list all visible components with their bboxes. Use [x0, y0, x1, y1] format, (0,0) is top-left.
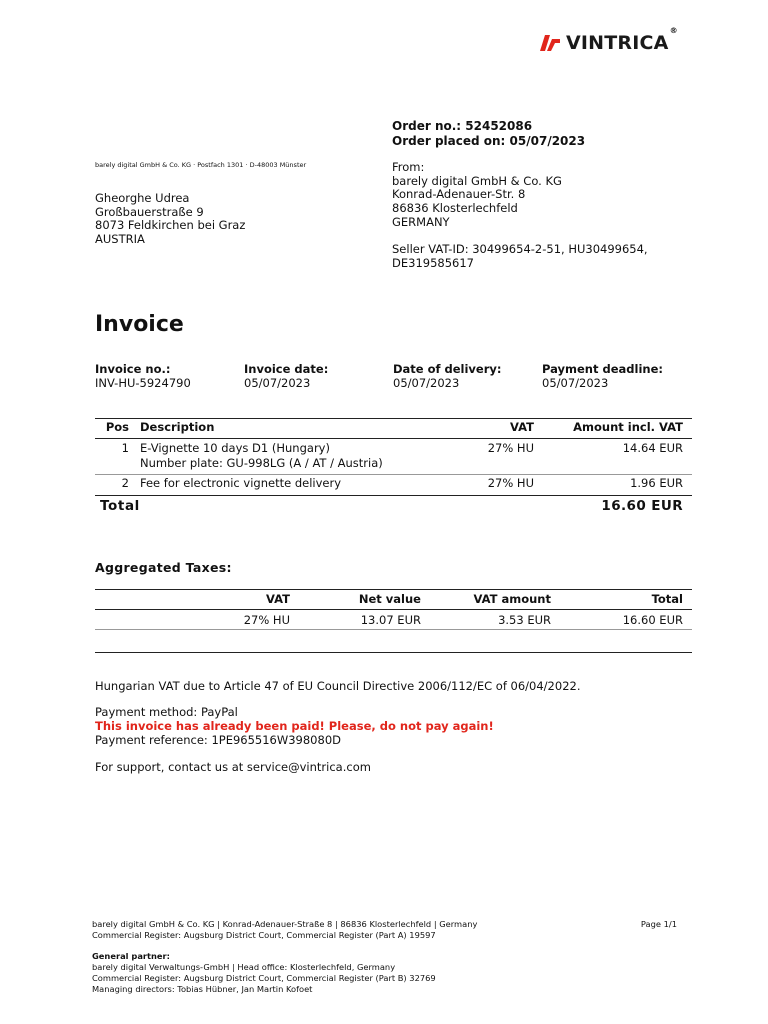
item-1-pos: 1 — [121, 441, 129, 455]
item-1-vat: 27% HU — [487, 441, 534, 455]
delivery-date-value: 05/07/2023 — [393, 376, 460, 390]
footer-company-line: barely digital GmbH & Co. KG | Konrad-Adenauer-Straße 8 | 86836 Klosterlechfeld | Germany — [92, 919, 478, 929]
footer-partner-line: barely digital Verwaltungs-GmbH | Head office: Klosterlechfeld, Germany — [92, 962, 396, 972]
delivery-date-label: Date of delivery: — [393, 362, 502, 376]
invoice-title: Invoice — [95, 312, 184, 337]
paid-warning: This invoice has already been paid! Please, do not pay again! — [95, 719, 494, 733]
tax-header-net: Net value — [358, 592, 421, 606]
footer-register-a: Commercial Register: Augsburg District Court, Commercial Register (Part A) 19597 — [92, 930, 436, 940]
tax-header-total: Total — [651, 592, 683, 606]
total-value: 16.60 EUR — [601, 498, 683, 514]
invoice-date-label: Invoice date: — [244, 362, 329, 376]
table-rule — [95, 652, 692, 653]
vintrica-logo — [540, 26, 678, 54]
tax-row-total: 16.60 EUR — [622, 613, 683, 627]
tax-row-vat: 27% HU — [243, 613, 290, 627]
payment-reference: Payment reference: 1PE965516W398080D — [95, 733, 341, 747]
page-number: Page 1/1 — [640, 919, 677, 929]
vat-note: Hungarian VAT due to Article 47 of EU Council Directive 2006/112/EC of 06/04/2022. — [95, 679, 581, 693]
footer-directors: Managing directors: Tobias Hübner, Jan Martin Kofoet — [92, 984, 313, 994]
seller-address — [392, 161, 648, 271]
item-1-description-detail: Number plate: GU-998LG (A / AT / Austria) — [140, 456, 383, 470]
seller-street: Konrad-Adenauer-Str. 8 — [392, 187, 526, 202]
table-rule — [95, 418, 692, 419]
invoice-date-value: 05/07/2023 — [244, 376, 311, 390]
items-header-description: Description — [140, 420, 215, 434]
payment-deadline-value: 05/07/2023 — [542, 376, 609, 390]
table-rule — [95, 609, 692, 610]
tax-row-vat-amount: 3.53 EUR — [498, 613, 551, 627]
seller-vat-id-cont: DE319585617 — [392, 255, 474, 270]
seller-from-label: From: — [392, 160, 425, 174]
seller-country: GERMANY — [392, 214, 450, 229]
seller-city: 86836 Klosterlechfeld — [392, 201, 518, 216]
items-header-pos: Pos — [105, 420, 129, 434]
delivery-date-block — [393, 362, 502, 390]
table-rule — [95, 589, 692, 590]
recipient-name: Gheorghe Udrea — [95, 191, 190, 205]
recipient-street: Großbauerstraße 9 — [95, 204, 204, 219]
seller-name: barely digital GmbH & Co. KG — [392, 173, 562, 188]
item-2-description: Fee for electronic vignette delivery — [140, 476, 342, 490]
total-label: Total — [100, 498, 140, 514]
aggregated-taxes-title: Aggregated Taxes: — [95, 560, 232, 575]
invoice-number-label: Invoice no.: — [95, 362, 171, 376]
table-rule — [95, 495, 692, 496]
recipient-country: AUSTRIA — [95, 232, 145, 247]
recipient-address — [95, 192, 245, 247]
registered-mark: ® — [669, 26, 678, 35]
payment-deadline-label: Payment deadline: — [542, 362, 663, 376]
invoice-date-block — [244, 362, 328, 390]
tax-row-net: 13.07 EUR — [360, 613, 421, 627]
invoice-number-block — [95, 362, 191, 390]
table-rule — [95, 474, 692, 475]
item-2-amount: 1.96 EUR — [630, 476, 683, 490]
item-2-vat: 27% HU — [487, 476, 534, 490]
table-rule — [95, 438, 692, 439]
payment-method: Payment method: PayPal — [95, 705, 238, 719]
items-header-amount: Amount incl. VAT — [573, 420, 683, 434]
seller-vat-id: Seller VAT-ID: 30499654-2-51, HU30499654, — [392, 242, 648, 257]
logo-mark-icon — [540, 35, 560, 51]
item-1-amount: 14.64 EUR — [622, 441, 683, 455]
tax-header-vat-amount: VAT amount — [473, 592, 551, 606]
order-number: Order no.: 52452086 — [392, 119, 533, 133]
items-header-vat: VAT — [510, 420, 534, 434]
table-rule — [95, 629, 692, 630]
item-2-pos: 2 — [121, 476, 129, 490]
logo-text: VINTRICA® — [566, 26, 678, 54]
support-contact: For support, contact us at service@vintrica.com — [95, 760, 371, 774]
sender-return-address: barely digital GmbH & Co. KG · Postfach 1301 · D-48003 Münster — [95, 161, 307, 169]
footer-partner-label: General partner: — [92, 951, 170, 961]
footer-register-b: Commercial Register: Augsburg District Court, Commercial Register (Part B) 32769 — [92, 973, 436, 983]
payment-deadline-block — [542, 362, 663, 390]
recipient-city: 8073 Feldkirchen bei Graz — [95, 218, 246, 233]
tax-header-vat: VAT — [266, 592, 290, 606]
invoice-number-value: INV-HU-5924790 — [95, 376, 191, 390]
item-1-description: E-Vignette 10 days D1 (Hungary) — [140, 441, 330, 455]
order-placed-date: Order placed on: 05/07/2023 — [392, 134, 586, 148]
